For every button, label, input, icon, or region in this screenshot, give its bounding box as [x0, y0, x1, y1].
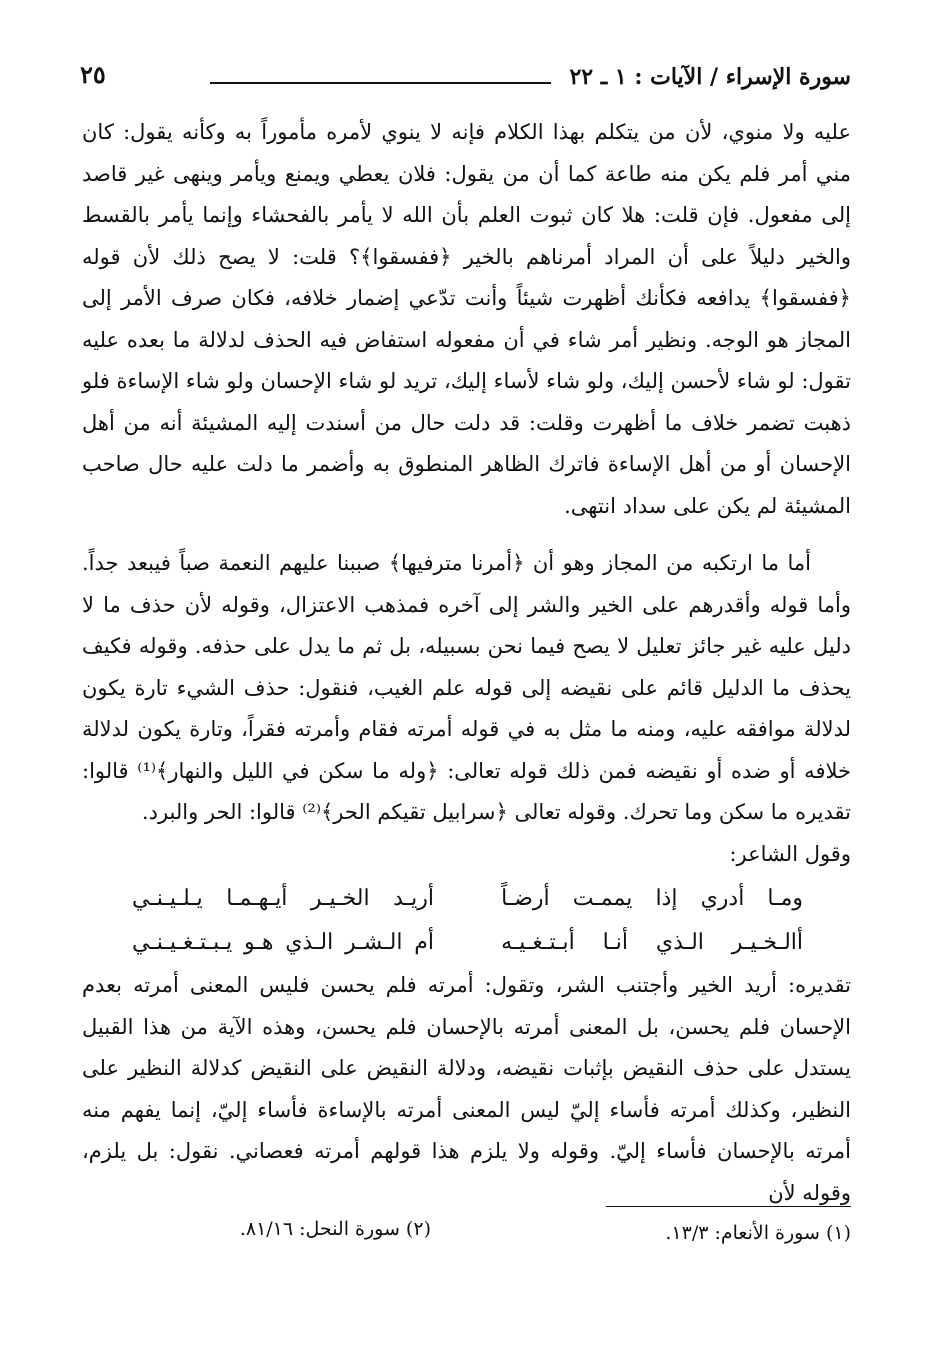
footnote-2: (٢) سورة النحل: ٨١/١٦.	[239, 1218, 431, 1240]
page-body	[82, 112, 851, 1214]
poem-verse-2	[82, 921, 851, 965]
footnote-1: (١) سورة الأنعام: ١٣/٣.	[665, 1222, 851, 1244]
paragraph-1: عليه ولا منوي، لأن من يتكلم بهذا الكلام فإنه لا ينوي لأمره مأموراً به وكأنه يقول: كان مني أمر فلم يكن منه طاعة كما أن من يقول: فلان يعطي ويمنع ويأمر وينهى غير قاصد إلى مفعول. فإن قلت: هلا كان ثبوت العلم بأن الله لا يأمر بالفحشاء وإنما يأمر بالقسط والخير دليلاً على أن المراد أمرناهم بالخير ﴿ففسقوا﴾؟ قلت: لا يصح ذلك لأن قوله ﴿ففسقوا﴾ يدافعه فكأنك أظهرت شيئاً وأنت تدّعي إضمار خلافه، فكان صرف الأمر إلى المجاز هو الوجه. ونظير أمر شاء في أن مفعوله استفاض فيه الحذف لدلالة ما بعده عليه تقول: لو شاء لأحسن إليك، ولو شاء لأساء إليك، تريد لو شاء الإحسان ولو شاء الإساءة فلو ذهبت تضمر خلاف ما أظهرت وقلت: قد دلت حال من أسندت إليه المشيئة أنه من أهل الإحسان أو من أهل الإساءة فاترك الظاهر المنطوق به وأضمر ما دلت عليه حال صاحب المشيئة لم يكن على سداد انتهى.	[82, 120, 852, 518]
poem-verse-2-second-hemistich: أم الـشـر الـذي هـو يـبـتـغـيـنـي	[132, 930, 434, 955]
poem-verse-1	[82, 877, 851, 921]
footnote-rule	[606, 1206, 851, 1207]
running-header	[80, 58, 851, 98]
poem-verse-1-first-hemistich: ومـا أدري إذا يممـت أرضـاً	[501, 886, 803, 911]
page-number: ٢٥	[80, 60, 106, 89]
footnotes	[82, 1218, 851, 1258]
header-rule	[210, 82, 551, 84]
poem-verse-1-second-hemistich: أريـد الخـيـر أيـهـمـا يـلـيـنـي	[132, 886, 434, 911]
closing-paragraph: تقديره: أريد الخير وأجتنب الشر، وتقول: أمرته فلم يحسن فليس المعنى أمرته بعدم الإحسان فلم يحسن، بل المعنى أمرته بالإحسان فلم يحسن، وهذه الآية من هذا القبيل يستدل على حذف النقيض بإثبات نقيضه، ودلالة النقيض على النقيض كدلالة النظير على النظير، وكذلك أمرته فأساء إليّ ليس المعنى أمرته بالإساءة فأساء إليّ، إنما يفهم منه أمرته بالإحسان فأساء إليّ. وقوله ولا يلزم هذا قولهم أمرته فعصاني. نقول: بل يلزم، وقوله لأن	[82, 973, 851, 1205]
poem-verse-2-first-hemistich: أالـخـيـر الـذي أنـا أبـتـغـيـه	[501, 930, 803, 955]
poem	[82, 877, 851, 965]
paragraph-2-text: أما ما ارتكبه من المجاز وهو أن ﴿أمرنا مترفيها﴾ صببنا عليهم النعمة صباً فيبعد جداً. وأما قوله وأقدرهم على الخير والشر إلى آخره فمذهب الاعتزال، وقوله لأن حذف ما لا دليل عليه غير جائز تعليل لا يصح فيما نحن بسبيله، بل ثم ما يدل على حذفه. وقوله فكيف يحذف ما الدليل قائم على نقيضه إلى قوله علم الغيب، فنقول: حذف الشيء تارة يكون لدلالة موافقه عليه، ومنه ما مثل به في قوله أمرته فقام وأمرته فقراً، وتارة يكون لدلالة خلافه أو ضده أو نقيضه فمن ذلك قوله تعالى: ﴿وله ما سكن في الليل والنهار﴾⁽¹⁾ قالوا: تقديره ما سكن وما تحرك. وقوله تعالى ﴿سرابيل تقيكم الحر﴾⁽²⁾ قالوا: الحر والبرد.	[82, 551, 852, 824]
running-header-title: سورة الإسراء / الآيات : ١ ـ ٢٢	[569, 64, 851, 90]
poem-intro: وقول الشاعر:	[729, 841, 851, 866]
paragraph-2	[82, 543, 851, 834]
